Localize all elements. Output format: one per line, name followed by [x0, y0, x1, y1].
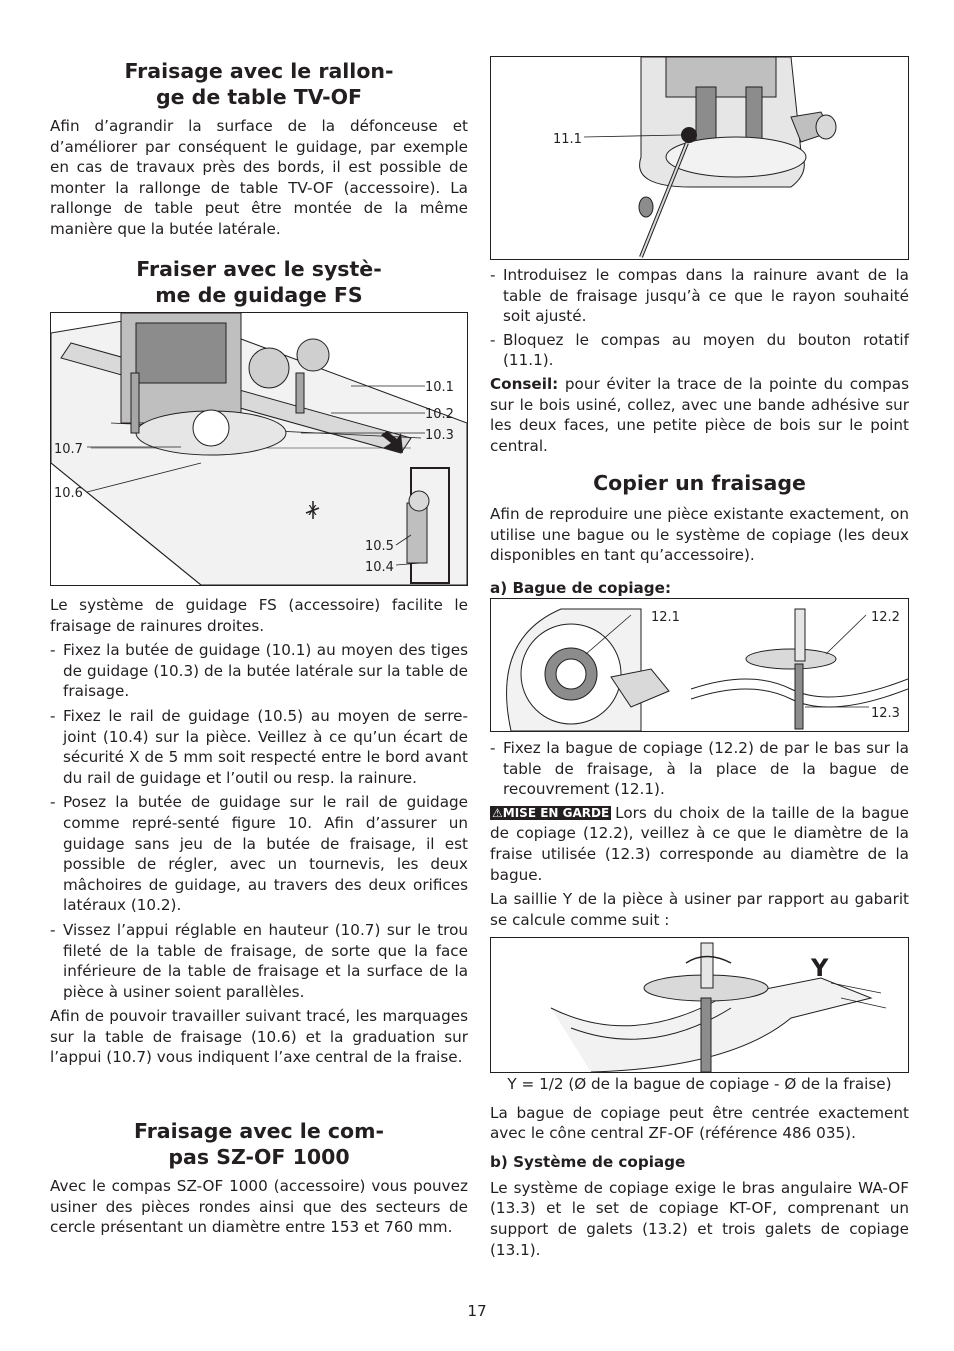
- list-item: - Introduisez le compas dans la rainure avant de la table de fraisage jusqu’à ce que le rayon souhaité soit ajusté.: [490, 265, 909, 327]
- warning-text: Lors du choix de la taille de la bague de copiage (12.2), veillez à ce que le diamètre de la fraise utilisée (12.3) corresponde au diamètre de la bague.: [490, 803, 909, 884]
- list-item: - Vissez l’appui réglable en hauteur (10.7) sur le trou fileté de la table de fraisage, de sorte que la face inférieure de la table de fraisage et la surface de la pièce à usiner soient parallèles.: [50, 920, 468, 1002]
- figure-12-drawing: [491, 599, 908, 731]
- figure-10-label-10-4: 10.4: [365, 560, 394, 575]
- table-extension-text: Afin d’agrandir la surface de la défonceuse et d’améliorer par conséquent le guidage, par exemple en cas de travaux près des bords, il est possible de monter la rallonge de table TV-OF (accessoire). La rallonge de table peut être montée de la même manière que la butée latérale.: [50, 117, 468, 238]
- compass-steps: [490, 265, 909, 456]
- warning-badge: ⚠MISE EN GARDE: [492, 805, 610, 820]
- figure-12: [490, 598, 909, 732]
- tip-text: pour éviter la trace de la pointe du compas sur le bois usiné, collez, avec une bande adhésive sur les deux faces, une petite pièce de bois sur le point central.: [490, 374, 909, 455]
- figure-10-label-10-5: 10.5: [365, 539, 394, 554]
- figure-10-label-10-2: 10.2: [425, 407, 454, 422]
- guide-system-intro: Le système de guidage FS (accessoire) facilite le fraisage de rainures droites.: [50, 596, 468, 635]
- subsection-title-copy-ring: a) Bague de copiage:: [490, 578, 672, 597]
- figure-12-label-12-1: 12.1: [651, 610, 680, 625]
- guide-system-outro: Afin de pouvoir travailler suivant tracé, les marquages sur la table de fraisage (10.6) et la graduation sur l’appui (10.7) vous indiquent l’axe central de la fraise.: [50, 1007, 468, 1067]
- section-title-compass: Fraisage avec le com- pas SZ-OF 1000: [134, 1119, 384, 1169]
- figure-12-label-12-3: 12.3: [871, 706, 900, 721]
- figure-12-label-12-2: 12.2: [871, 610, 900, 625]
- figure-10: [50, 312, 468, 586]
- figure-10-x-label: X: [308, 504, 317, 519]
- figure-10-label-10-3: 10.3: [425, 428, 454, 443]
- figure-10-drawing: [51, 313, 467, 585]
- formula-block: [490, 1074, 909, 1260]
- figure-10-label-10-7: 10.7: [54, 442, 83, 457]
- list-item: - Fixez la butée de guidage (10.1) au moyen des tiges de guidage (10.3) de la butée latérale sur la table de fraisage.: [50, 640, 468, 702]
- tip-paragraph: [490, 374, 909, 456]
- list-item: - Posez la butée de guidage sur le rail de guidage comme repré-senté figure 10. Afin d’assurer un guidage sans jeu de la butée de fraisage, il est possible de régler, avec un tournevis, les deux mâchoires de guidage, au travers des deux orifices latéraux (10.2).: [50, 792, 468, 916]
- figure-11-drawing: [491, 57, 908, 259]
- centering-text: La bague de copiage peut être centrée exactement avec le cône central ZF-OF (référence 486 035).: [490, 1103, 909, 1143]
- compass-steps-list: [490, 265, 909, 371]
- figure-overhang-y-label: Y: [811, 954, 829, 982]
- copy-intro: Afin de reproduire une pièce existante exactement, on utilise une bague ou le système de copiage (les deux disponibles en tant qu’accessoire).: [490, 505, 909, 565]
- section-compass: [50, 1118, 468, 1238]
- saillie-text: La saillie Y de la pièce à usiner par rapport au gabarit se calcule comme suit :: [490, 890, 909, 929]
- subsection-title-copy-system: b) Système de copiage: [490, 1152, 686, 1171]
- guide-system-steps: [50, 640, 468, 1002]
- section-table-extension: [50, 58, 468, 240]
- section-title-copy: Copier un fraisage: [593, 471, 806, 495]
- figure-10-label-10-6: 10.6: [54, 486, 83, 501]
- figure-11-label-11-1: 11.1: [553, 132, 582, 147]
- figure-overhang: [490, 937, 909, 1073]
- list-item: - Fixez le rail de guidage (10.5) au moyen de serre-joint (10.4) sur la pièce. Veillez à ce qu’un écart de sécurité X de 5 mm soit respecté entre le bord avant du rail de guidage et l’outil ou resp. la rainure.: [50, 706, 468, 788]
- guide-system-text: [50, 595, 468, 1068]
- page-number: 17: [467, 1302, 487, 1320]
- figure-overhang-drawing: [491, 938, 908, 1072]
- section-guide-system: [50, 256, 468, 308]
- section-title-table-extension: Fraisage avec le rallon- ge de table TV-OF: [124, 59, 394, 109]
- list-item: - Fixez la bague de copiage (12.2) de par le bas sur la table de fraisage, à la place de la bague de recouvrement (12.1).: [490, 738, 909, 800]
- list-item: - Bloquez le compas au moyen du bouton rotatif (11.1).: [490, 330, 909, 371]
- section-title-guide-system: Fraiser avec le systè- me de guidage FS: [136, 257, 382, 307]
- tip-label: Conseil:: [490, 374, 559, 393]
- figure-11: [490, 56, 909, 260]
- figure-10-label-10-1: 10.1: [425, 380, 454, 395]
- formula-caption: Y = 1/2 (Ø de la bague de copiage - Ø de la fraise): [507, 1075, 892, 1093]
- copy-ring-steps: [490, 738, 909, 800]
- compass-text: Avec le compas SZ-OF 1000 (accessoire) vous pouvez usiner des pièces rondes ainsi que des secteurs de cercle présentant un diamètre entre 153 et 760 mm.: [50, 1177, 468, 1237]
- copy-system-text: Le système de copiage exige le bras angulaire WA-OF (13.3) et le set de copiage KT-OF, comprenant un support de galets (13.2) et trois galets de copiage (13.1).: [490, 1178, 909, 1259]
- copy-ring-text: [490, 738, 909, 930]
- section-copy: [490, 470, 909, 598]
- warning-paragraph: [490, 803, 909, 885]
